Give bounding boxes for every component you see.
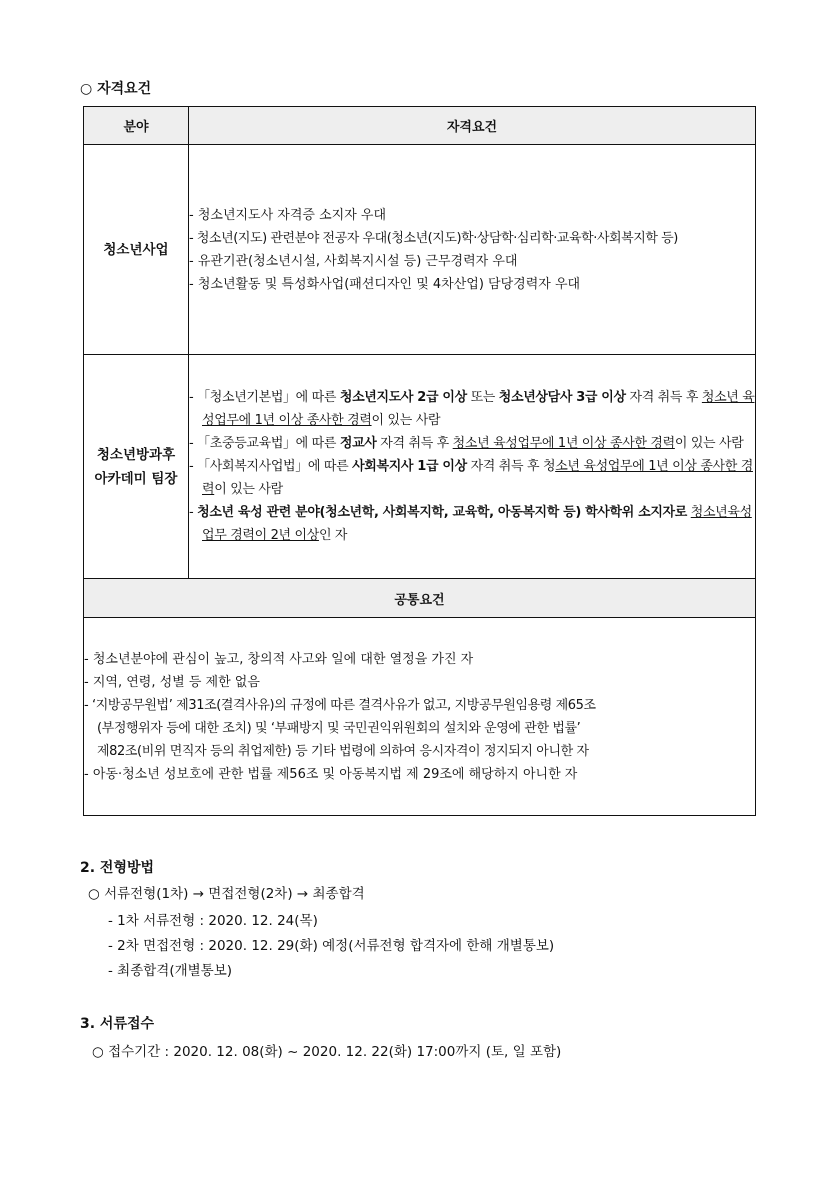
header-field: 분야 (84, 107, 189, 145)
field-academy-leader (84, 355, 189, 579)
list-item: - 청소년지도사 자격증 소지자 우대 (189, 207, 387, 223)
qualification-table (83, 106, 756, 816)
header-requirements: 자격요건 (189, 107, 756, 145)
requirements-youth-business (189, 145, 756, 355)
selection-flow: ○ 서류전형(1차) → 면접전형(2차) → 최종합격 (88, 886, 365, 902)
field-youth-business: 청소년사업 (84, 145, 189, 355)
selection-step: - 2차 면접전형 : 2020. 12. 29(화) 예정(서류전형 합격자에 한해 개별통보) (108, 938, 555, 954)
selection-step: - 1차 서류전형 : 2020. 12. 24(목) (108, 913, 318, 929)
field-line-2: 아카데미 팀장 (94, 470, 178, 487)
list-item: - 청소년 육성 관련 분야(청소년학, 사회복지학, 교육학, 아동복지학 등) 학사학위 소지자로 청소년육성 업무 경력이 2년 이상인 자 (189, 505, 752, 543)
list-item: - 지역, 연령, 성별 등 제한 없음 (84, 674, 260, 690)
list-item: - 아동·청소년 성보호에 관한 법률 제56조 및 아동복지법 제 29조에 해당하지 아니한 자 (84, 766, 578, 782)
list-item: - 「초중등교육법」에 따른 정교사 자격 취득 후 청소년 육성업무에 1년 이상 종사한 경력이 있는 사람 (189, 436, 744, 451)
list-item: - 청소년(지도) 관련분야 전공자 우대(청소년(지도)학·상담학·심리학·교육학·사회복지학 등) (189, 230, 678, 246)
selection-step: - 최종합격(개별통보) (108, 963, 233, 979)
application-heading: 3. 서류접수 (80, 1016, 155, 1032)
common-requirements (84, 618, 756, 816)
qualification-heading: ○ 자격요건 (80, 81, 152, 97)
list-item: - 「청소년기본법」에 따른 청소년지도사 2급 이상 또는 청소년상담사 3급 이상 자격 취득 후 청소년 육성업무에 1년 이상 종사한 경력이 있는 사람 (189, 390, 755, 428)
selection-heading: 2. 전형방법 (80, 860, 155, 876)
list-item: - ‘지방공무원법’ 제31조(결격사유)의 규정에 따른 결격사유가 없고, 지방공무원임용령 제65조 (84, 697, 596, 713)
list-item: (부정행위자 등에 대한 조치) 및 ‘부패방지 및 국민권익위원회의 설치와 운영에 관한 법률’ (97, 720, 581, 736)
list-item: 제82조(비위 면직자 등의 취업제한) 등 기타 법령에 의하여 응시자격이 정지되지 아니한 자 (97, 743, 589, 759)
common-header: 공통요건 (84, 579, 756, 618)
list-item: - 「사회복지사업법」에 따른 사회복지사 1급 이상 자격 취득 후 청소년 육성업무에 1년 이상 종사한 경력이 있는 사람 (189, 459, 753, 497)
application-period: ○ 접수기간 : 2020. 12. 08(화) ~ 2020. 12. 22(화) 17:00까지 (토, 일 포함) (92, 1044, 562, 1060)
list-item: - 유관기관(청소년시설, 사회복지시설 등) 근무경력자 우대 (189, 253, 518, 269)
list-item: - 청소년활동 및 특성화사업(패션디자인 및 4차산업) 담당경력자 우대 (189, 276, 581, 292)
requirements-academy-leader (189, 355, 756, 579)
list-item: - 청소년분야에 관심이 높고, 창의적 사고와 일에 대한 열정을 가진 자 (84, 651, 474, 667)
field-line-1: 청소년방과후 (96, 446, 176, 463)
